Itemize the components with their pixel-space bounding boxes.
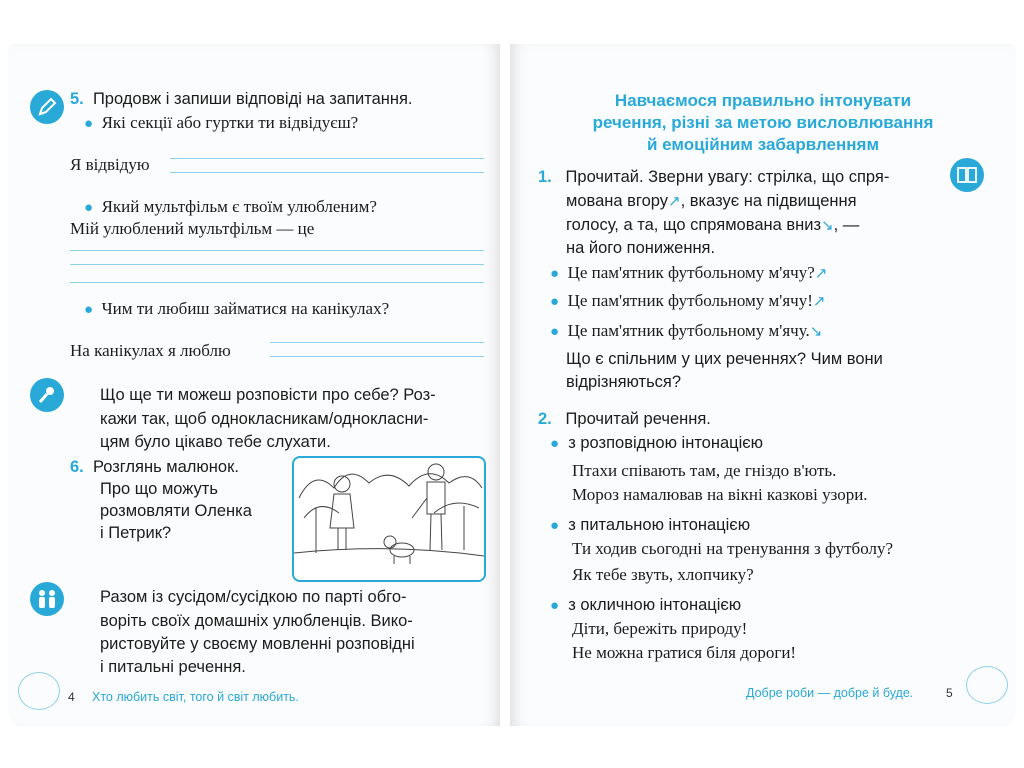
speak-task-line-3: цям було цікаво тебе слухати. [100, 433, 331, 451]
answer-2-prompt: Мій улюблений мультфільм — це [70, 219, 315, 238]
book-icon [950, 158, 984, 192]
sentence-statement: ● Це пам'ятник футбольному м'ячу.↘ [550, 321, 823, 340]
narrative-sentence-1: Птахи співають там, де гніздо в'ють. [572, 461, 837, 480]
task-2-heading: 2. Прочитай речення. [538, 410, 711, 428]
page-number-left: 4 [68, 690, 75, 704]
microphone-icon [30, 378, 64, 412]
task-1-line-4: на його пониження. [566, 239, 716, 257]
answer-3-prompt: На канікулах я люблю [70, 341, 231, 360]
exclamatory-sentence-1: Діти, бережіть природу! [572, 619, 748, 638]
pair-task-line-2: воріть своїх домашніх улюбленців. Вико- [100, 612, 413, 630]
left-page [8, 44, 500, 726]
task-6-line-1: 6. Розглянь малюнок. [70, 458, 239, 476]
speak-task-line-2: кажи так, щоб однокласникам/однокласни- [100, 410, 429, 428]
answer-2-line-b[interactable] [70, 264, 484, 265]
answer-3-line-b[interactable] [270, 356, 484, 357]
answer-1-line-b[interactable] [170, 172, 484, 173]
arrow-up-icon: ↗ [812, 294, 826, 310]
children-icon [30, 582, 64, 616]
question-2: ● Який мультфільм є твоїм улюбленим? [84, 197, 377, 216]
bullet-interrogative: ● з питальною інтонацією [550, 516, 751, 534]
speak-task-line-1: Що ще ти можеш розповісти про себе? Роз- [100, 386, 436, 404]
arrow-down-icon: ↘ [821, 217, 834, 234]
task-6-line-2: Про що можуть [100, 480, 218, 498]
task-1-line-2: мована вгору↗, вказує на підвищення [566, 192, 857, 210]
pair-task-line-3: ристовуйте у своєму мовленні розповідні [100, 635, 415, 653]
bullet-narrative: ● з розповідною інтонацією [550, 434, 764, 452]
task-1-line-3: голосу, а та, що спрямована вниз↘, — [566, 216, 860, 234]
question-1: ● Які секції або гуртки ти відвідуєш? [84, 113, 359, 132]
answer-1-prompt: Я відвідую [70, 155, 150, 174]
footer-motto-left: Хто любить світ, того й світ любить. [92, 690, 299, 704]
pair-task-line-4: і питальні речення. [100, 658, 246, 676]
question-3: ● Чим ти любиш займатися на канікулах? [84, 299, 390, 318]
interrogative-sentence-1: Ти ходив сьогодні на тренування з футболу? [572, 539, 893, 558]
interrogative-sentence-2: Як тебе звуть, хлопчику? [572, 565, 754, 584]
arrow-up-icon: ↗ [814, 266, 828, 282]
section-heading: Навчаємося правильно інтонувати речення, різні за метою висловлювання й емоційним забарвленням [592, 91, 934, 154]
pair-task-line-1: Разом із сусідом/сусідкою по парті обго- [100, 588, 407, 606]
sentence-exclamation: ● Це пам'ятник футбольному м'ячу!↗ [550, 291, 826, 310]
answer-2-line-a[interactable] [70, 250, 484, 251]
task-1-question-line-1: Що є спільним у цих реченнях? Чим вони [566, 350, 883, 368]
task-1-question-line-2: відрізняються? [566, 373, 682, 391]
arrow-up-icon: ↗ [668, 193, 681, 210]
task-1-line-1: 1. Прочитай. Зверни увагу: стрілка, що спря- [538, 168, 890, 186]
sentence-question: ● Це пам'ятник футбольному м'ячу?↗ [550, 263, 828, 282]
answer-3-line-a[interactable] [270, 342, 484, 343]
illustration-children-dog [292, 456, 486, 582]
arrow-down-icon: ↘ [809, 324, 823, 340]
pencil-icon [30, 90, 64, 124]
smiley-face-icon [18, 672, 60, 710]
smiley-face-icon [966, 666, 1008, 704]
task-5-heading: 5. Продовж і запиши відповіді на запитання. [70, 90, 413, 108]
bullet-exclamatory: ● з окличною інтонацією [550, 596, 742, 614]
right-page [510, 44, 1016, 726]
exclamatory-sentence-2: Не можна гратися біля дороги! [572, 643, 797, 662]
task-6-line-3: розмовляти Оленка [100, 502, 252, 520]
narrative-sentence-2: Мороз намалював на вікні казкові узори. [572, 485, 868, 504]
answer-1-line-a[interactable] [170, 158, 484, 159]
footer-motto-right: Добре роби — добре й буде. [746, 686, 914, 700]
answer-2-line-c[interactable] [70, 282, 484, 283]
page-number-right: 5 [946, 686, 953, 700]
task-6-line-4: і Петрик? [100, 524, 172, 542]
